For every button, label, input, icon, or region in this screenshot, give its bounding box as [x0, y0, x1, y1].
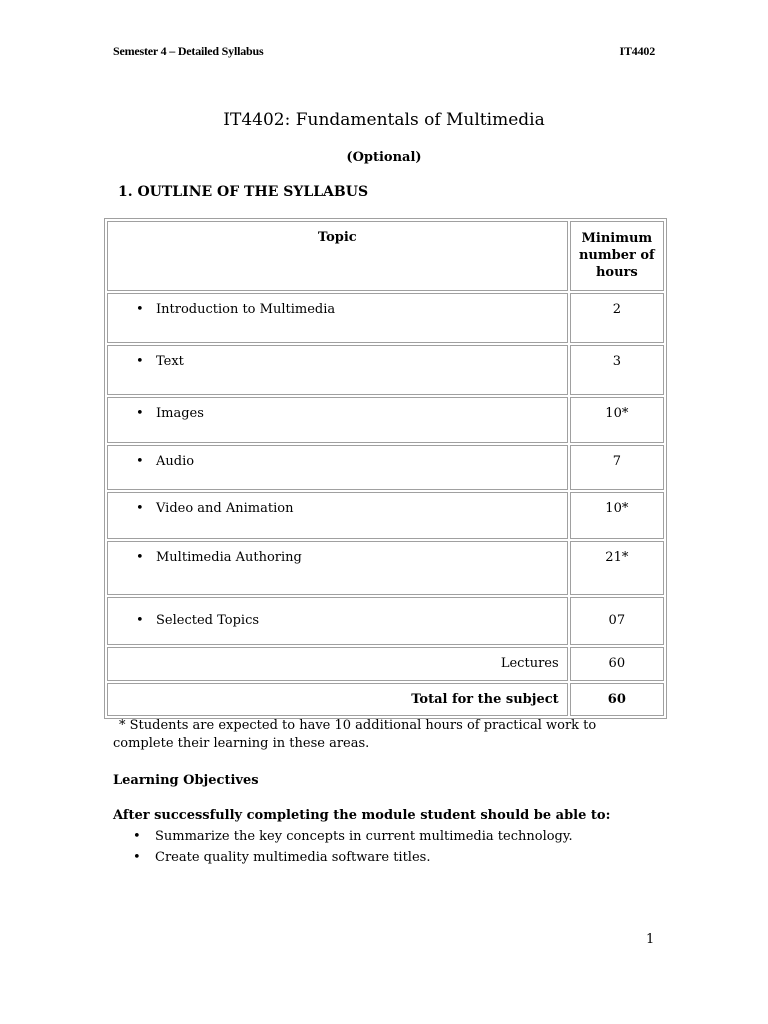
table-row	[107, 492, 664, 539]
lectures-label: Lectures	[107, 647, 568, 681]
document-subtitle: (Optional)	[346, 150, 422, 165]
table-row	[107, 345, 664, 395]
bullet-icon: •	[136, 550, 144, 565]
bullet-icon: •	[136, 501, 144, 516]
list-item: • Summarize the key concepts in current multimedia technology.	[113, 826, 573, 847]
hours-value: 3	[570, 345, 664, 395]
footnote: * Students are expected to have 10 additional hours of practical work to complete their learning in these areas.	[113, 718, 597, 751]
header-right: IT4402	[619, 44, 655, 58]
hours-value: 21*	[570, 541, 664, 595]
document-title: IT4402: Fundamentals of Multimedia	[223, 110, 545, 130]
bullet-icon: •	[136, 454, 144, 469]
learning-objectives-heading: Learning Objectives	[113, 773, 259, 788]
bullet-icon: •	[136, 302, 144, 317]
total-label: Total for the subject	[107, 683, 568, 716]
bullet-icon: •	[136, 354, 144, 369]
header-hours: Minimum number of hours	[570, 221, 664, 291]
bullet-icon: •	[133, 829, 141, 844]
total-row	[107, 683, 664, 716]
header-topic: Topic	[107, 221, 568, 291]
hours-value: 07	[570, 597, 664, 645]
total-value: 60	[570, 683, 664, 716]
hours-value: 10*	[570, 492, 664, 539]
topic-label: Selected Topics	[156, 613, 260, 628]
lectures-row	[107, 647, 664, 681]
list-item: • Create quality multimedia software titles.	[113, 847, 573, 868]
bullet-icon: •	[136, 406, 144, 421]
topic-label: Images	[156, 406, 204, 421]
table-row	[107, 397, 664, 443]
topic-label: Video and Animation	[156, 501, 294, 516]
table-row	[107, 293, 664, 343]
table-header-row	[107, 221, 664, 291]
learning-objectives-list	[113, 826, 573, 868]
topic-label: Text	[156, 354, 184, 369]
lectures-value: 60	[570, 647, 664, 681]
table-row	[107, 597, 664, 645]
bullet-icon: •	[133, 850, 141, 865]
topic-label: Audio	[156, 454, 195, 469]
table-row	[107, 445, 664, 490]
learning-objectives-intro: After successfully completing the module student should be able to:	[113, 808, 611, 823]
topic-label: Multimedia Authoring	[156, 550, 302, 565]
header-left: Semester 4 – Detailed Syllabus	[113, 44, 264, 58]
topic-label: Introduction to Multimedia	[156, 302, 336, 317]
bullet-icon: •	[136, 613, 144, 628]
page-header	[113, 44, 655, 59]
section-heading: 1. OUTLINE OF THE SYLLABUS	[118, 184, 369, 200]
hours-value: 7	[570, 445, 664, 490]
hours-value: 10*	[570, 397, 664, 443]
page-number: 1	[646, 932, 655, 947]
hours-value: 2	[570, 293, 664, 343]
syllabus-table	[104, 218, 667, 719]
table-row	[107, 541, 664, 595]
